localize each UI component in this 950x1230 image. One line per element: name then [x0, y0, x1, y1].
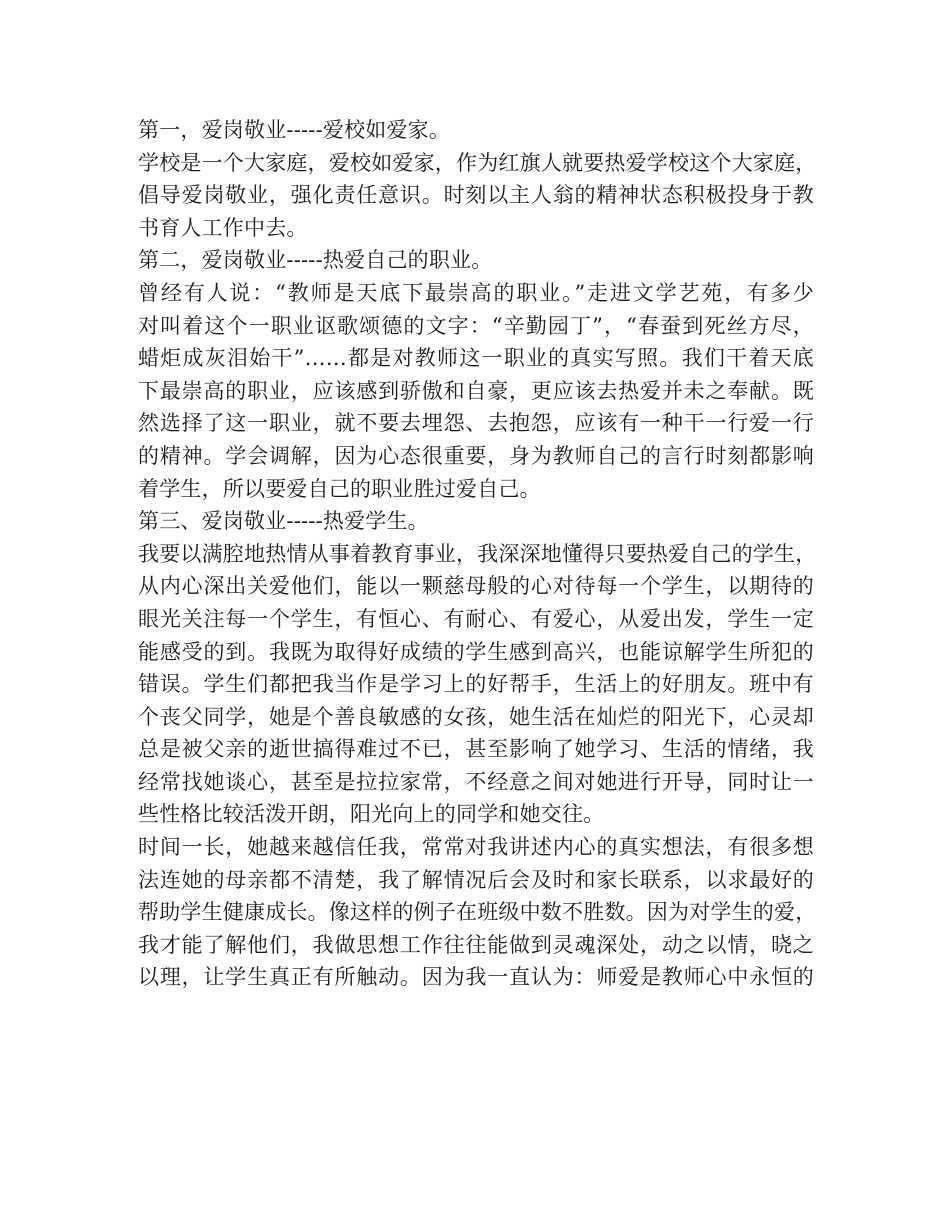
paragraph-line: 错误。学生们都把我当作是学习上的好帮手，生活上的好朋友。班中有 [138, 672, 814, 697]
paragraph-line: 的精神。学会调解，因为心态很重要，身为教师自己的言行时刻都影响 [138, 443, 814, 468]
paragraph-line: 眼光关注每一个学生，有恒心、有耐心、有爱心，从爱出发，学生一定 [138, 606, 814, 631]
paragraph-line: 下最崇高的职业，应该感到骄傲和自豪，更应该去热爱并未之奉献。既 [138, 378, 814, 403]
document-body [138, 114, 817, 994]
paragraph-line: 对叫着这个一职业讴歌颂德的文字：“辛勤园丁”，“春蚕到死丝方尽， [138, 313, 814, 338]
paragraph-line: 以理，让学生真正有所触动。因为我一直认为：师爱是教师心中永恒的 [138, 965, 814, 990]
paragraph-line: 曾经有人说：“教师是天底下最崇高的职业。”走进文学艺苑，有多少 [138, 280, 814, 305]
paragraph-line: 从内心深出关爱他们，能以一颗慈母般的心对待每一个学生，以期待的 [138, 574, 814, 599]
paragraph-line: 蜡炬成灰泪始干”……都是对教师这一职业的真实写照。我们干着天底 [138, 346, 814, 371]
section-heading-1: 第一，爱岗敬业-----爱校如爱家。 [138, 118, 451, 142]
paragraph-line: 然选择了这一职业，就不要去埋怨、去抱怨，应该有一种干一行爱一行 [138, 411, 814, 436]
paragraph-line: 法连她的母亲都不清楚，我了解情况后会及时和家长联系，以求最好的 [138, 867, 814, 892]
paragraph-line: 学校是一个大家庭，爱校如爱家，作为红旗人就要热爱学校这个大家庭， [138, 150, 817, 175]
paragraph-line: 帮助学生健康成长。像这样的例子在班级中数不胜数。因为对学生的爱， [138, 900, 817, 925]
paragraph-line: 总是被父亲的逝世搞得难过不已，甚至影响了她学习、生活的情绪，我 [138, 737, 814, 762]
paragraph-line: 个丧父同学，她是个善良敏感的女孩，她生活在灿烂的阳光下，心灵却 [138, 704, 814, 729]
paragraph-line: 能感受的到。我既为取得好成绩的学生感到高兴，也能谅解学生所犯的 [138, 639, 814, 664]
paragraph-line: 倡导爱岗敬业，强化责任意识。时刻以主人翁的精神状态积极投身于教 [138, 183, 814, 208]
paragraph-line: 我要以满腔地热情从事着教育事业，我深深地懂得只要热爱自己的学生， [138, 541, 817, 566]
section-heading-2: 第二，爱岗敬业-----热爱自己的职业。 [138, 248, 493, 273]
paragraph-line: 些性格比较活泼开朗，阳光向上的同学和她交往。 [138, 802, 605, 827]
section-heading-3: 第三、爱岗敬业-----热爱学生。 [138, 509, 429, 534]
paragraph-line: 书育人工作中去。 [138, 215, 308, 240]
paragraph-line: 我才能了解他们，我做思想工作往往能做到灵魂深处，动之以情，晓之 [138, 932, 814, 957]
paragraph-line: 经常找她谈心，甚至是拉拉家常，不经意之间对她进行开导，同时让一 [138, 769, 814, 794]
paragraph-line: 着学生，所以要爱自己的职业胜过爱自己。 [138, 476, 541, 501]
paragraph-line: 时间一长，她越来越信任我，常常对我讲述内心的真实想法，有很多想 [138, 835, 814, 860]
